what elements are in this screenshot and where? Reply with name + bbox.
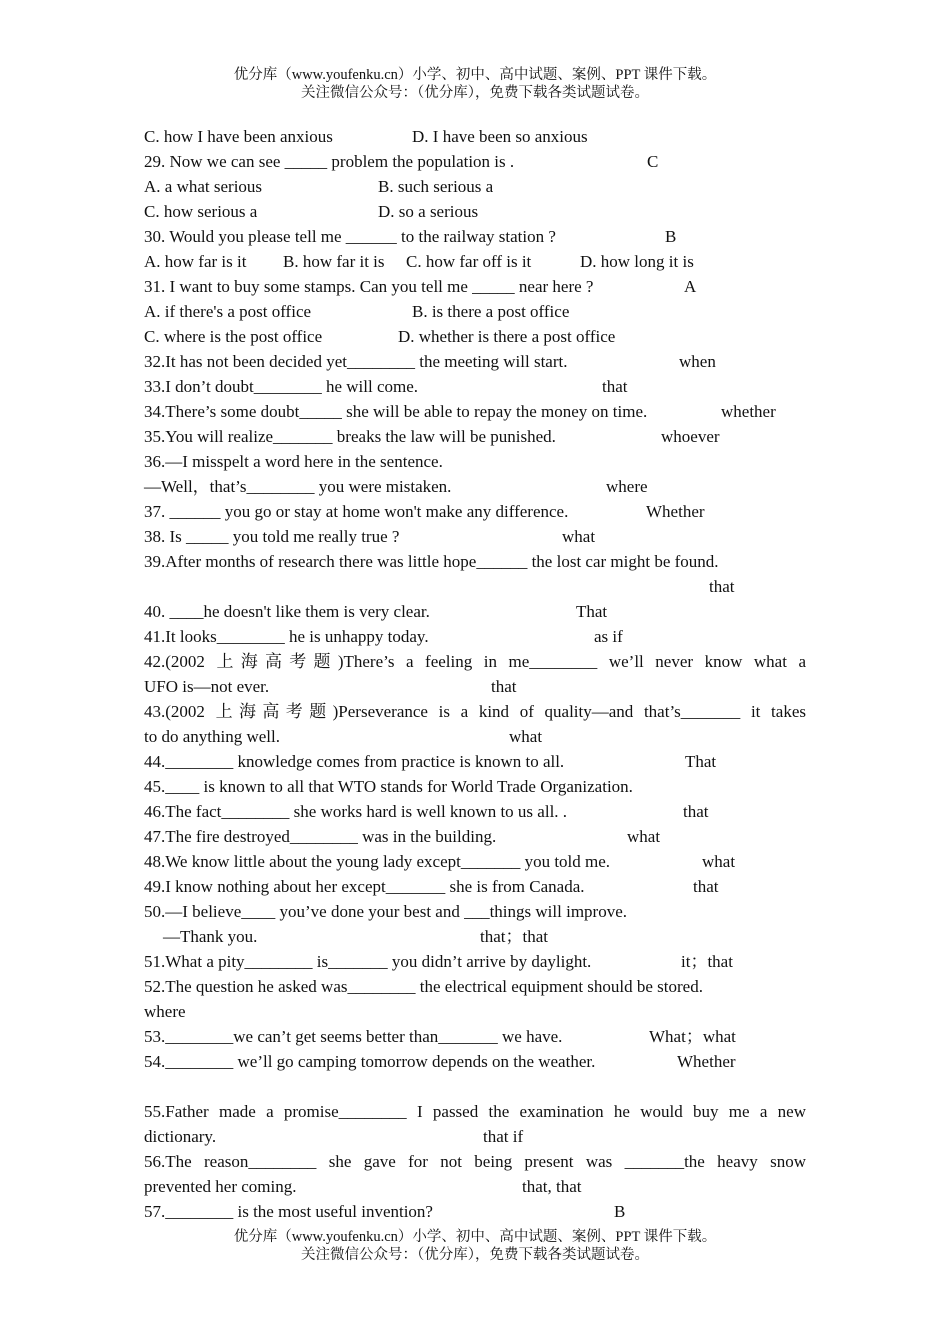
question-text: 50.—I believe____ you’ve done your best and ___things will improve. [144,902,627,921]
question-text: 35.You will realize_______ breaks the law will be punished. [144,427,556,446]
answer: A [684,277,697,296]
question-text: 30. Would you please tell me ______ to the railway station ? [144,227,556,246]
answer: that if [483,1127,524,1146]
answer: that [709,577,735,596]
question-38 [144,524,806,549]
question-36-reply [144,474,806,499]
answer: as if [594,627,623,646]
question-43 [144,699,806,724]
answer: when [679,352,716,371]
question-text: 54.________ we’ll go camping tomorrow depends on the weather. [144,1052,596,1071]
question-46 [144,799,806,824]
page-header [0,66,950,102]
page-footer [0,1228,950,1264]
option-b: B. how far it is [283,252,385,271]
question-text: 51.What a pity________ is_______ you didn’t arrive by daylight. [144,952,592,971]
question-39 [144,549,806,574]
footer-line-2: 关注微信公众号：（优分库），免费下载各类试题试卷。 [301,1247,649,1263]
question-55-cont [144,1124,806,1149]
question-45 [144,774,806,799]
question-40 [144,599,806,624]
question-29 [144,149,806,174]
question-42 [144,649,806,674]
question-text: 46.The fact________ she works hard is well known to us all. . [144,802,568,821]
answer: that, that [522,1177,582,1196]
answer: C [647,152,659,171]
question-49 [144,874,806,899]
answer: That [685,752,717,771]
question-31 [144,274,806,299]
question-text: —Well，that’s________ you were mistaken. [144,477,452,496]
option-d: D. whether is there a post office [398,327,616,346]
answer: what [702,852,736,871]
question-56 [144,1149,806,1174]
question-text: 34.There’s some doubt_____ she will be able to repay the money on time. [144,402,648,421]
question-52-answer [144,999,806,1024]
list-item [144,199,806,224]
question-text: 53.________we can’t get seems better than_______ we have. [144,1027,563,1046]
question-39-answer [144,574,806,599]
question-text: prevented her coming. [144,1177,297,1196]
question-text: 41.It looks________ he is unhappy today. [144,627,429,646]
question-57 [144,1199,806,1224]
question-text: 57.________ is the most useful invention? [144,1202,433,1221]
question-text: 38. Is _____ you told me really true ? [144,527,400,546]
question-text: 43.(2002 上海高考题)Perseverance is a kind of quality—and that’s_______ it takes [144,702,806,721]
question-41 [144,624,806,649]
question-text: to do anything well. [144,727,280,746]
question-51 [144,949,806,974]
question-34 [144,399,806,424]
option-d: D. I have been so anxious [412,127,588,146]
option-b: B. is there a post office [412,302,570,321]
question-55 [144,1099,806,1124]
option-d: D. how long it is [580,252,694,271]
list-item [144,249,806,274]
header-line-2: 关注微信公众号：（优分库），免费下载各类试题试卷。 [301,85,649,101]
question-text: 55.Father made a promise________ I passed the examination he would buy me a new [144,1102,806,1121]
question-text: 48.We know little about the young lady except_______ you told me. [144,852,611,871]
option-b: B. such serious a [378,177,494,196]
blank-line [144,1074,806,1099]
question-text: dictionary. [144,1127,217,1146]
footer-line-1: 优分库（www.youfenku.cn）小学、初中、高中试题、案例、PPT 课件下载。 [233,1229,717,1245]
option-a: A. how far is it [144,252,247,271]
answer: what [627,827,661,846]
answer: what [509,727,543,746]
question-text: 40. ____he doesn't like them is very clear. [144,602,430,621]
answer: that [683,802,709,821]
option-a: A. a what serious [144,177,263,196]
question-text: 39.After months of research there was little hope______ the lost car might be found. [144,552,719,571]
question-48 [144,849,806,874]
question-text: 36.—I misspelt a word here in the sentence. [144,452,443,471]
question-text: 45.____ is known to all that WTO stands for World Trade Organization. [144,777,633,796]
question-52 [144,974,806,999]
question-50-reply [144,924,806,949]
option-c: C. how serious a [144,202,258,221]
question-text: 49.I know nothing about her except_______ she is from Canada. [144,877,585,896]
question-text: 33.I don’t doubt________ he will come. [144,377,419,396]
question-47 [144,824,806,849]
list-item [144,299,806,324]
answer: that [602,377,628,396]
question-text: 37. ______ you go or stay at home won't make any difference. [144,502,569,521]
question-text: 52.The question he asked was________ the electrical equipment should be stored. [144,977,703,996]
answer: whether [721,402,776,421]
question-30 [144,224,806,249]
answer: What；what [649,1027,736,1046]
list-item [144,174,806,199]
answer: that [491,677,517,696]
answer: whoever [661,427,720,446]
answer: what [562,527,596,546]
option-c: C. where is the post office [144,327,323,346]
question-53 [144,1024,806,1049]
question-text: 44.________ knowledge comes from practice is known to all. [144,752,565,771]
question-56-cont [144,1174,806,1199]
question-33 [144,374,806,399]
answer: where [144,1002,186,1021]
header-line-1: 优分库（www.youfenku.cn）小学、初中、高中试题、案例、PPT 课件下载。 [233,67,717,83]
answer: B [665,227,677,246]
question-35 [144,424,806,449]
answer: Whether [646,502,705,521]
option-c: C. how far off is it [406,252,532,271]
option-c: C. how I have been anxious [144,127,333,146]
question-text: UFO is—not ever. [144,677,270,696]
answer: That [576,602,608,621]
list-item [144,124,806,149]
question-44 [144,749,806,774]
question-text: 29. Now we can see _____ problem the population is . [144,152,515,171]
question-37 [144,499,806,524]
answer: it；that [681,952,733,971]
question-42-cont [144,674,806,699]
question-text: 47.The fire destroyed________ was in the building. [144,827,497,846]
question-text: 32.It has not been decided yet________ the meeting will start. [144,352,568,371]
question-32 [144,349,806,374]
list-item [144,324,806,349]
answer: Whether [677,1052,736,1071]
option-d: D. so a serious [378,202,479,221]
question-43-cont [144,724,806,749]
answer: that [693,877,719,896]
answer: that；that [480,927,548,946]
question-54 [144,1049,806,1074]
question-36 [144,449,806,474]
question-text: 42.(2002 上海高考题)There’s a feeling in me________ we’ll never know what a [144,652,806,671]
question-text: —Thank you. [163,927,258,946]
question-text: 56.The reason________ she gave for not being present was _______the heavy snow [144,1152,806,1171]
answer: where [606,477,648,496]
answer: B [614,1202,626,1221]
question-50 [144,899,806,924]
document-body [144,124,806,1224]
question-text: 31. I want to buy some stamps. Can you tell me _____ near here ? [144,277,594,296]
option-a: A. if there's a post office [144,302,312,321]
